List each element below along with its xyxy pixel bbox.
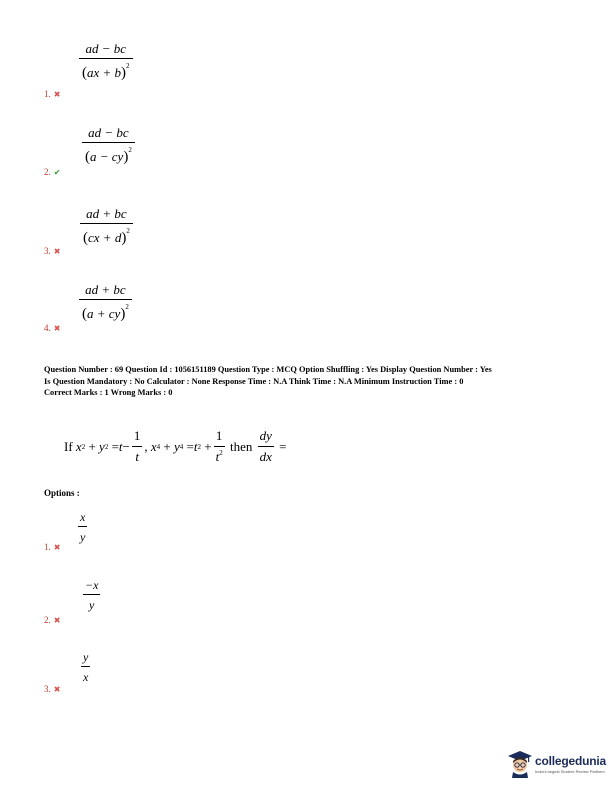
question-stem: If x 2 + y 2 = t − 1 t , x 4 + y 4 = t 2 + 1 $t^2$ then dy dx = bbox=[64, 428, 287, 464]
wrong-icon: ✖ bbox=[53, 685, 61, 694]
meta-line-2: Is Question Mandatory : No Calculator : None Response Time : N.A Think Time : N.A Minimum Instruction Time : 0 bbox=[44, 376, 464, 386]
option-1-label: 1. ✖ bbox=[44, 542, 61, 552]
option-2-expression: −x y bbox=[85, 578, 99, 612]
prev-option-2-numerator: ad − bc bbox=[88, 125, 129, 140]
brand-tagline: India's largest Student Review Platform bbox=[535, 769, 605, 774]
graduate-mascot-icon bbox=[507, 750, 533, 778]
meta-line-1: Question Number : 69 Question Id : 1056151189 Question Type : MCQ Option Shuffling : Yes Display Question Number : Yes bbox=[44, 365, 492, 374]
prev-option-4-label: 4. ✖ bbox=[44, 323, 61, 333]
correct-check-icon: ✔ bbox=[53, 168, 61, 177]
prev-option-3-expression bbox=[80, 207, 133, 246]
prev-option-2-denominator: (a − cy)$^2$ bbox=[85, 146, 132, 165]
stem-fraction-1-over-t-squared: 1 $t^2$ bbox=[215, 428, 223, 464]
option-1-expression: x y bbox=[80, 510, 86, 544]
stem-fraction-1-over-t: 1 t bbox=[133, 428, 141, 464]
prev-option-2-label: 2. ✔ bbox=[44, 167, 61, 177]
wrong-icon: ✖ bbox=[53, 616, 61, 625]
collegedunia-logo bbox=[507, 750, 606, 778]
question-metadata bbox=[44, 364, 574, 399]
options-heading: Options : bbox=[44, 488, 80, 498]
option-3-expression: y x bbox=[83, 650, 89, 684]
prev-option-3-numerator: ad + bc bbox=[86, 206, 127, 221]
wrong-icon: ✖ bbox=[53, 90, 61, 99]
prev-option-3-label: 3. ✖ bbox=[44, 246, 61, 256]
prev-option-1-numerator: ad − bc bbox=[85, 41, 127, 56]
prev-option-4-expression bbox=[79, 283, 132, 322]
prev-option-4-numerator: ad + bc bbox=[85, 282, 126, 297]
stem-derivative-dy-dx: dy dx bbox=[259, 428, 272, 464]
prev-option-1-label: 1. ✖ bbox=[44, 89, 61, 99]
prev-option-4-denominator: (a + cy)$^2$ bbox=[82, 303, 129, 322]
option-3-label: 3. ✖ bbox=[44, 684, 61, 694]
wrong-icon: ✖ bbox=[53, 247, 61, 256]
prev-option-1-expression bbox=[79, 42, 133, 81]
option-2-label: 2. ✖ bbox=[44, 615, 61, 625]
brand-name: collegedunia bbox=[535, 754, 606, 768]
wrong-icon: ✖ bbox=[53, 324, 61, 333]
prev-option-2-expression bbox=[82, 126, 135, 165]
wrong-icon: ✖ bbox=[53, 543, 61, 552]
prev-option-3-denominator: (cx + d)$^2$ bbox=[83, 227, 130, 246]
prev-option-1-denominator: (ax + b)$^2$ bbox=[82, 62, 130, 81]
meta-line-3: Correct Marks : 1 Wrong Marks : 0 bbox=[44, 388, 173, 398]
